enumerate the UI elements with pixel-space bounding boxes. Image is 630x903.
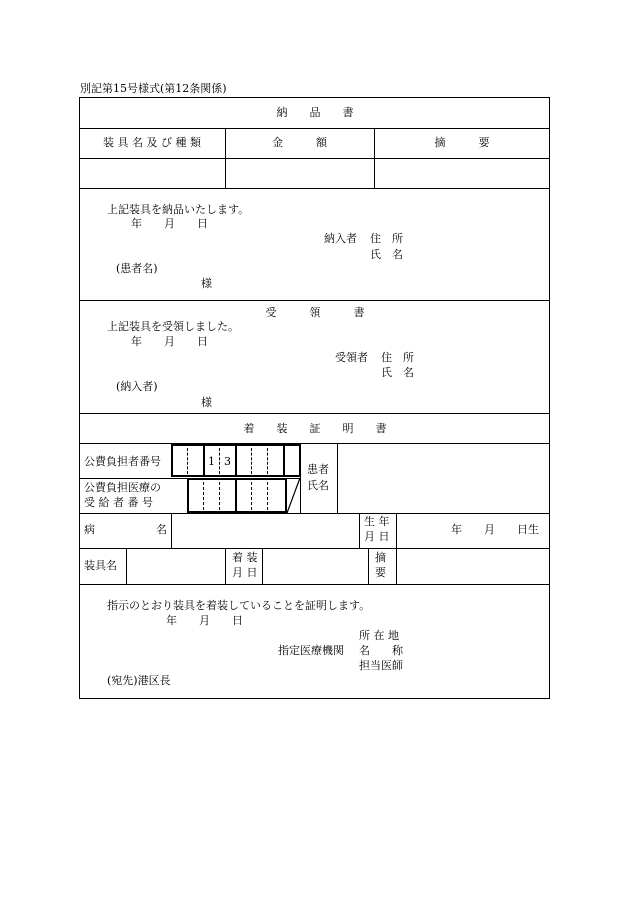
delivery-statement: 上記装具を納品いたします。 <box>107 203 250 216</box>
digit-separator <box>267 448 268 474</box>
payer-digit: 1 <box>208 455 215 468</box>
items-cell[interactable] <box>80 159 224 188</box>
payer-number-label: 公費負担者番号 <box>84 455 161 468</box>
divider <box>203 444 205 477</box>
delivery-title: 納 品 書 <box>276 106 354 119</box>
notes-label: 摘 <box>375 551 386 564</box>
birth-date-label: 月 日 <box>364 530 390 543</box>
divider <box>359 513 360 548</box>
receipt-statement: 上記装具を受領しました。 <box>107 320 239 333</box>
col-notes-header: 摘 要 <box>434 136 490 149</box>
device-label: 装具名 <box>84 559 117 572</box>
divider <box>283 444 285 477</box>
patient-name-label: 患者 <box>307 463 329 476</box>
divider <box>368 548 369 584</box>
divider <box>79 584 550 585</box>
disease-label: 名 <box>156 523 167 536</box>
patient-name-label: 氏名 <box>307 479 329 492</box>
receipt-date: 年 月 日 <box>131 335 208 348</box>
digit-separator <box>219 482 220 510</box>
patient-name-field[interactable] <box>338 444 549 513</box>
fitting-date: 年 月 日 <box>166 614 243 627</box>
divider <box>235 444 237 477</box>
institution-label: 指定医療機関 <box>278 644 344 657</box>
divider <box>79 300 550 301</box>
digit-separator <box>187 448 188 474</box>
receiver-label: 受領者 <box>335 351 368 364</box>
digit-separator <box>251 448 252 474</box>
notes-field[interactable] <box>397 549 549 584</box>
disease-label: 病 <box>84 523 95 536</box>
amount-cell[interactable] <box>226 159 373 188</box>
divider <box>79 128 550 129</box>
digit-separator <box>219 448 220 474</box>
notes-cell[interactable] <box>375 159 549 188</box>
fitting-title: 着 装 証 明 書 <box>243 422 387 435</box>
form-caption: 別記第15号様式(第12条関係) <box>80 82 227 95</box>
birth-date-value[interactable]: 年 月 日生 <box>451 523 539 536</box>
honorific: 様 <box>201 396 212 409</box>
fit-date-label: 着 装 <box>232 551 258 564</box>
institution-location-label: 所 在 地 <box>359 629 399 642</box>
divider <box>225 548 226 584</box>
divider <box>235 478 237 513</box>
institution-name-label: 名 称 <box>359 644 403 657</box>
diagonal-connector <box>283 476 303 516</box>
col-items-header: 装 具 名 及 び 種 類 <box>103 136 201 149</box>
birth-date-label: 生 年 <box>364 515 390 528</box>
fitting-statement: 指示のとおり装具を着装していることを証明します。 <box>107 599 371 612</box>
beneficiary-number-label: 受 給 者 番 号 <box>84 496 153 509</box>
honorific: 様 <box>201 277 212 290</box>
digit-separator <box>251 482 252 510</box>
doctor-label: 担当医師 <box>359 659 403 672</box>
divider <box>79 413 550 414</box>
supplier-ref-label: (納入者) <box>116 380 158 393</box>
beneficiary-number-label: 公費負担医療の <box>84 481 161 494</box>
col-amount-header: 金 額 <box>272 136 327 149</box>
addressee: (宛先)港区長 <box>107 674 171 687</box>
fit-date-field[interactable] <box>263 549 367 584</box>
divider <box>79 188 550 189</box>
beneficiary-number-box[interactable] <box>187 478 287 513</box>
payer-digit: 3 <box>224 455 231 468</box>
supplier-address-label: 住 所 <box>370 232 403 245</box>
receiver-address-label: 住 所 <box>381 351 414 364</box>
digit-separator <box>203 482 204 510</box>
supplier-name-label: 氏 名 <box>370 248 403 261</box>
receiver-name-label: 氏 名 <box>381 366 414 379</box>
receipt-title: 受 領 書 <box>265 306 365 319</box>
fit-date-label: 月 日 <box>232 566 258 579</box>
digit-separator <box>267 482 268 510</box>
device-field[interactable] <box>127 549 224 584</box>
disease-field[interactable] <box>172 514 358 548</box>
patient-name-label: (患者名) <box>116 262 158 275</box>
supplier-label: 納入者 <box>324 232 357 245</box>
notes-label: 要 <box>375 566 386 579</box>
divider <box>396 513 397 548</box>
delivery-date: 年 月 日 <box>131 217 208 230</box>
